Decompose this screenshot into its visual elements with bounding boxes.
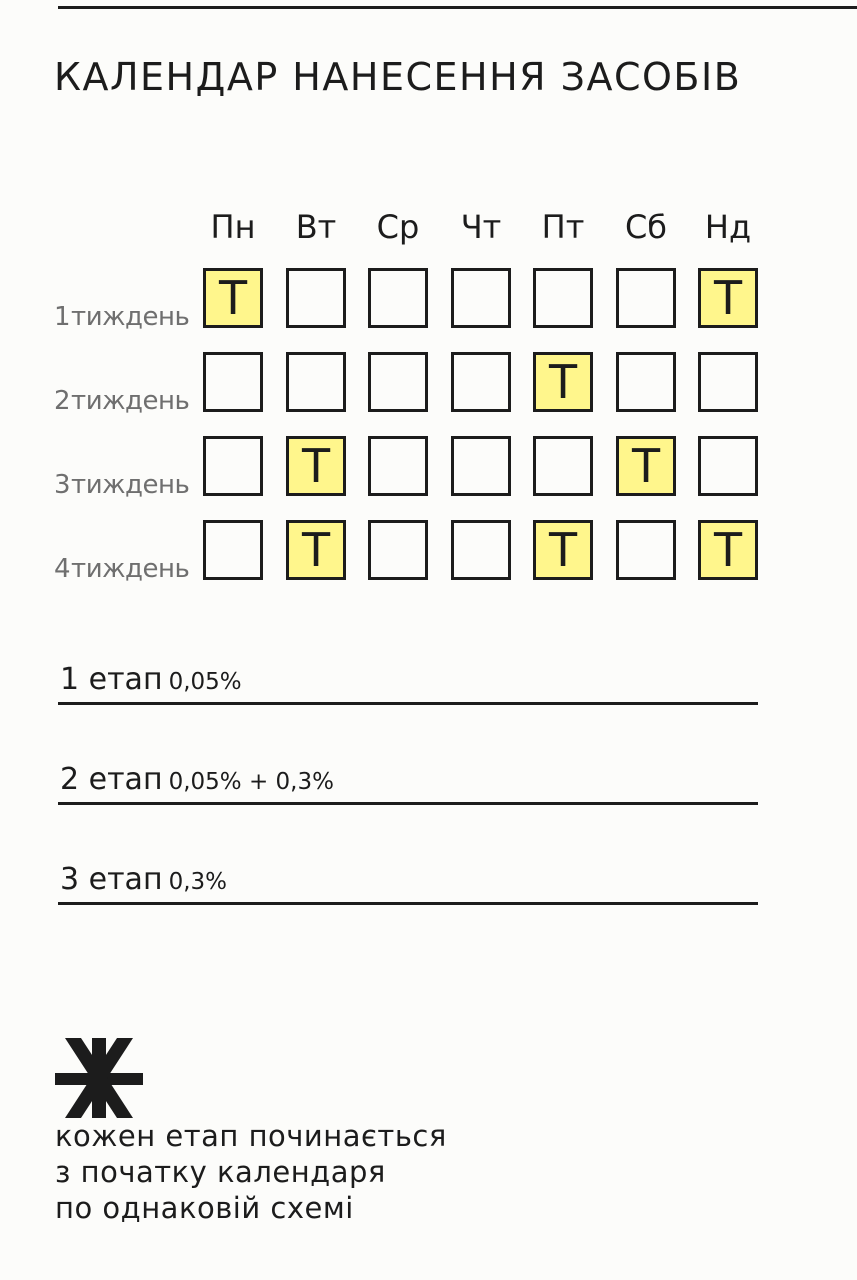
calendar-cell bbox=[368, 268, 428, 328]
calendar-cell-marked: Т bbox=[533, 520, 593, 580]
calendar-cell bbox=[698, 436, 758, 496]
calendar-cell bbox=[203, 352, 263, 412]
calendar-cell bbox=[616, 268, 676, 328]
week-word: тиждень bbox=[71, 554, 190, 584]
calendar-cell bbox=[286, 268, 346, 328]
week-word: тиждень bbox=[71, 302, 190, 332]
top-rule bbox=[58, 6, 857, 9]
stage-value: 0,3% bbox=[168, 869, 227, 895]
week-label bbox=[54, 554, 189, 584]
calendar-cell bbox=[533, 268, 593, 328]
footnote-line: по однаковій схемі bbox=[55, 1191, 354, 1225]
calendar-cell-marked: Т bbox=[533, 352, 593, 412]
footnote-line: кожен етап починається bbox=[55, 1119, 447, 1153]
week-number: 4 bbox=[54, 554, 71, 584]
calendar-cell-marked: Т bbox=[698, 520, 758, 580]
calendar-cell bbox=[203, 436, 263, 496]
week-number: 1 bbox=[54, 302, 71, 332]
calendar-cell bbox=[203, 520, 263, 580]
calendar-cell-marked: Т bbox=[698, 268, 758, 328]
day-header: Нд bbox=[704, 208, 752, 246]
day-header: Ср bbox=[376, 208, 420, 246]
stage-line bbox=[58, 762, 758, 805]
calendar-cell bbox=[451, 520, 511, 580]
calendar-cell bbox=[533, 436, 593, 496]
calendar-cell bbox=[451, 352, 511, 412]
calendar-cell bbox=[368, 436, 428, 496]
day-header: Сб bbox=[624, 208, 668, 246]
week-number: 3 bbox=[54, 470, 71, 500]
calendar-cell bbox=[368, 352, 428, 412]
week-label bbox=[54, 386, 189, 416]
calendar-cell-marked: Т bbox=[286, 436, 346, 496]
calendar-cell bbox=[286, 352, 346, 412]
footnote-line: з початку календаря bbox=[55, 1155, 386, 1189]
stage-name: 3 етап bbox=[60, 862, 163, 897]
day-header: Вт bbox=[295, 208, 337, 246]
calendar-cell bbox=[698, 352, 758, 412]
calendar-cell bbox=[451, 268, 511, 328]
stage-line bbox=[58, 862, 758, 905]
day-header: Пт bbox=[541, 208, 585, 246]
stage-name: 2 етап bbox=[60, 762, 163, 797]
calendar-cell bbox=[616, 520, 676, 580]
week-word: тиждень bbox=[71, 470, 190, 500]
stage-value: 0,05% bbox=[168, 669, 242, 695]
calendar-cell bbox=[451, 436, 511, 496]
asterisk-icon bbox=[55, 1038, 143, 1118]
page-title: КАЛЕНДАР НАНЕСЕННЯ ЗАСОБІВ bbox=[54, 55, 742, 100]
calendar-cell-marked: Т bbox=[203, 268, 263, 328]
day-header: Пн bbox=[210, 208, 256, 246]
week-label bbox=[54, 470, 189, 500]
footnote bbox=[55, 1118, 447, 1226]
calendar-cell bbox=[616, 352, 676, 412]
week-label bbox=[54, 302, 189, 332]
calendar-cell-marked: Т bbox=[286, 520, 346, 580]
stage-value: 0,05% + 0,3% bbox=[168, 769, 334, 795]
day-header: Чт bbox=[460, 208, 502, 246]
stage-line bbox=[58, 662, 758, 705]
calendar-cell-marked: Т bbox=[616, 436, 676, 496]
stage-name: 1 етап bbox=[60, 662, 163, 697]
week-number: 2 bbox=[54, 386, 71, 416]
week-word: тиждень bbox=[71, 386, 190, 416]
calendar-cell bbox=[368, 520, 428, 580]
